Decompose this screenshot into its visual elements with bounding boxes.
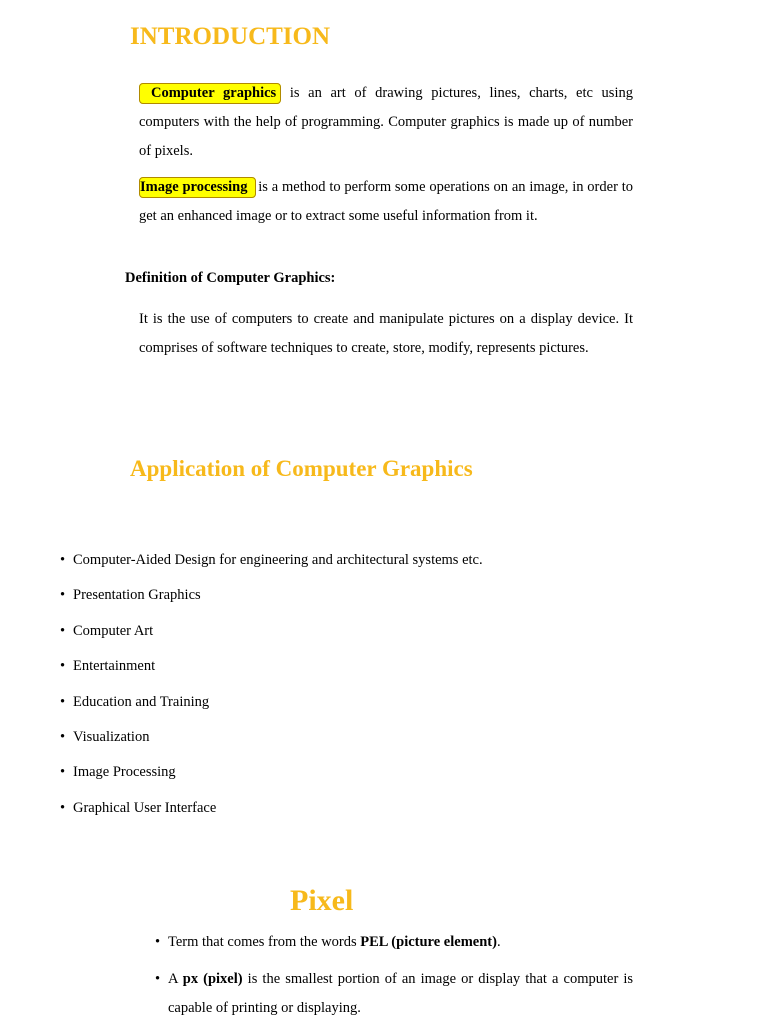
list-item-label: Computer-Aided Design for engineering and architectural systems etc. <box>73 552 483 568</box>
pel-period: . <box>496 934 501 950</box>
list-item <box>155 928 633 957</box>
bullet-icon: • <box>60 622 66 639</box>
bullet-icon: • <box>60 693 66 710</box>
list-item <box>60 688 483 723</box>
list-item <box>60 617 483 652</box>
bullet-icon: • <box>155 934 161 950</box>
list-item-label: Entertainment <box>73 658 156 675</box>
bullet-icon: • <box>60 728 66 745</box>
computer-graphics-text: is an art of drawing pictures, lines, charts, etc using computers with the help of programming. Computer graphics is made up of number of pixels. <box>139 85 633 159</box>
definition-title: Definition of Computer Graphics: <box>125 270 336 286</box>
applications-heading: Application of Computer Graphics <box>130 456 473 481</box>
list-item <box>60 794 483 829</box>
list-item-label: Visualization <box>73 728 150 745</box>
bullet-icon: • <box>155 971 161 987</box>
applications-list <box>60 546 483 829</box>
px-term: px (pixel) <box>182 971 243 987</box>
computer-graphics-paragraph <box>139 79 633 166</box>
image-processing-paragraph <box>139 173 633 231</box>
list-item-label: Image Processing <box>73 764 176 781</box>
list-item-label: Computer Art <box>73 622 154 639</box>
pel-term: PEL (picture element) <box>360 934 497 950</box>
bullet-icon: • <box>60 764 66 781</box>
bullet-icon: • <box>60 587 66 604</box>
bullet-icon: • <box>60 658 66 675</box>
list-item <box>60 581 483 616</box>
list-item <box>155 965 633 1023</box>
introduction-heading: INTRODUCTION <box>130 23 331 50</box>
list-item-label: Education and Training <box>73 693 210 710</box>
px-text-rest: is the smallest portion of an image or display that a computer is capable of printing or displaying. <box>168 971 634 1016</box>
definition-paragraph: It is the use of computers to create and manipulate pictures on a display device. It comprises of software techniques to create, store, modify, represents pictures. <box>139 311 633 356</box>
list-item-label: Presentation Graphics <box>73 587 201 604</box>
bullet-icon: • <box>60 799 66 816</box>
list-item-label: Graphical User Interface <box>73 799 217 816</box>
image-processing-highlight: Image processing <box>139 177 256 198</box>
pixel-heading: Pixel <box>290 884 354 917</box>
bullet-icon: • <box>60 552 66 568</box>
px-text-start: A <box>168 971 183 987</box>
list-item <box>60 652 483 687</box>
image-processing-text: is a method to perform some operations on an image, in order to get an enhanced image or to extract some useful information from it. <box>139 179 633 224</box>
computer-graphics-highlight: Computer graphics <box>139 83 281 104</box>
pel-text: Term that comes from the words <box>168 934 361 950</box>
list-item <box>60 723 483 758</box>
pixel-list <box>155 928 633 1023</box>
list-item <box>60 758 483 793</box>
list-item <box>60 546 483 581</box>
